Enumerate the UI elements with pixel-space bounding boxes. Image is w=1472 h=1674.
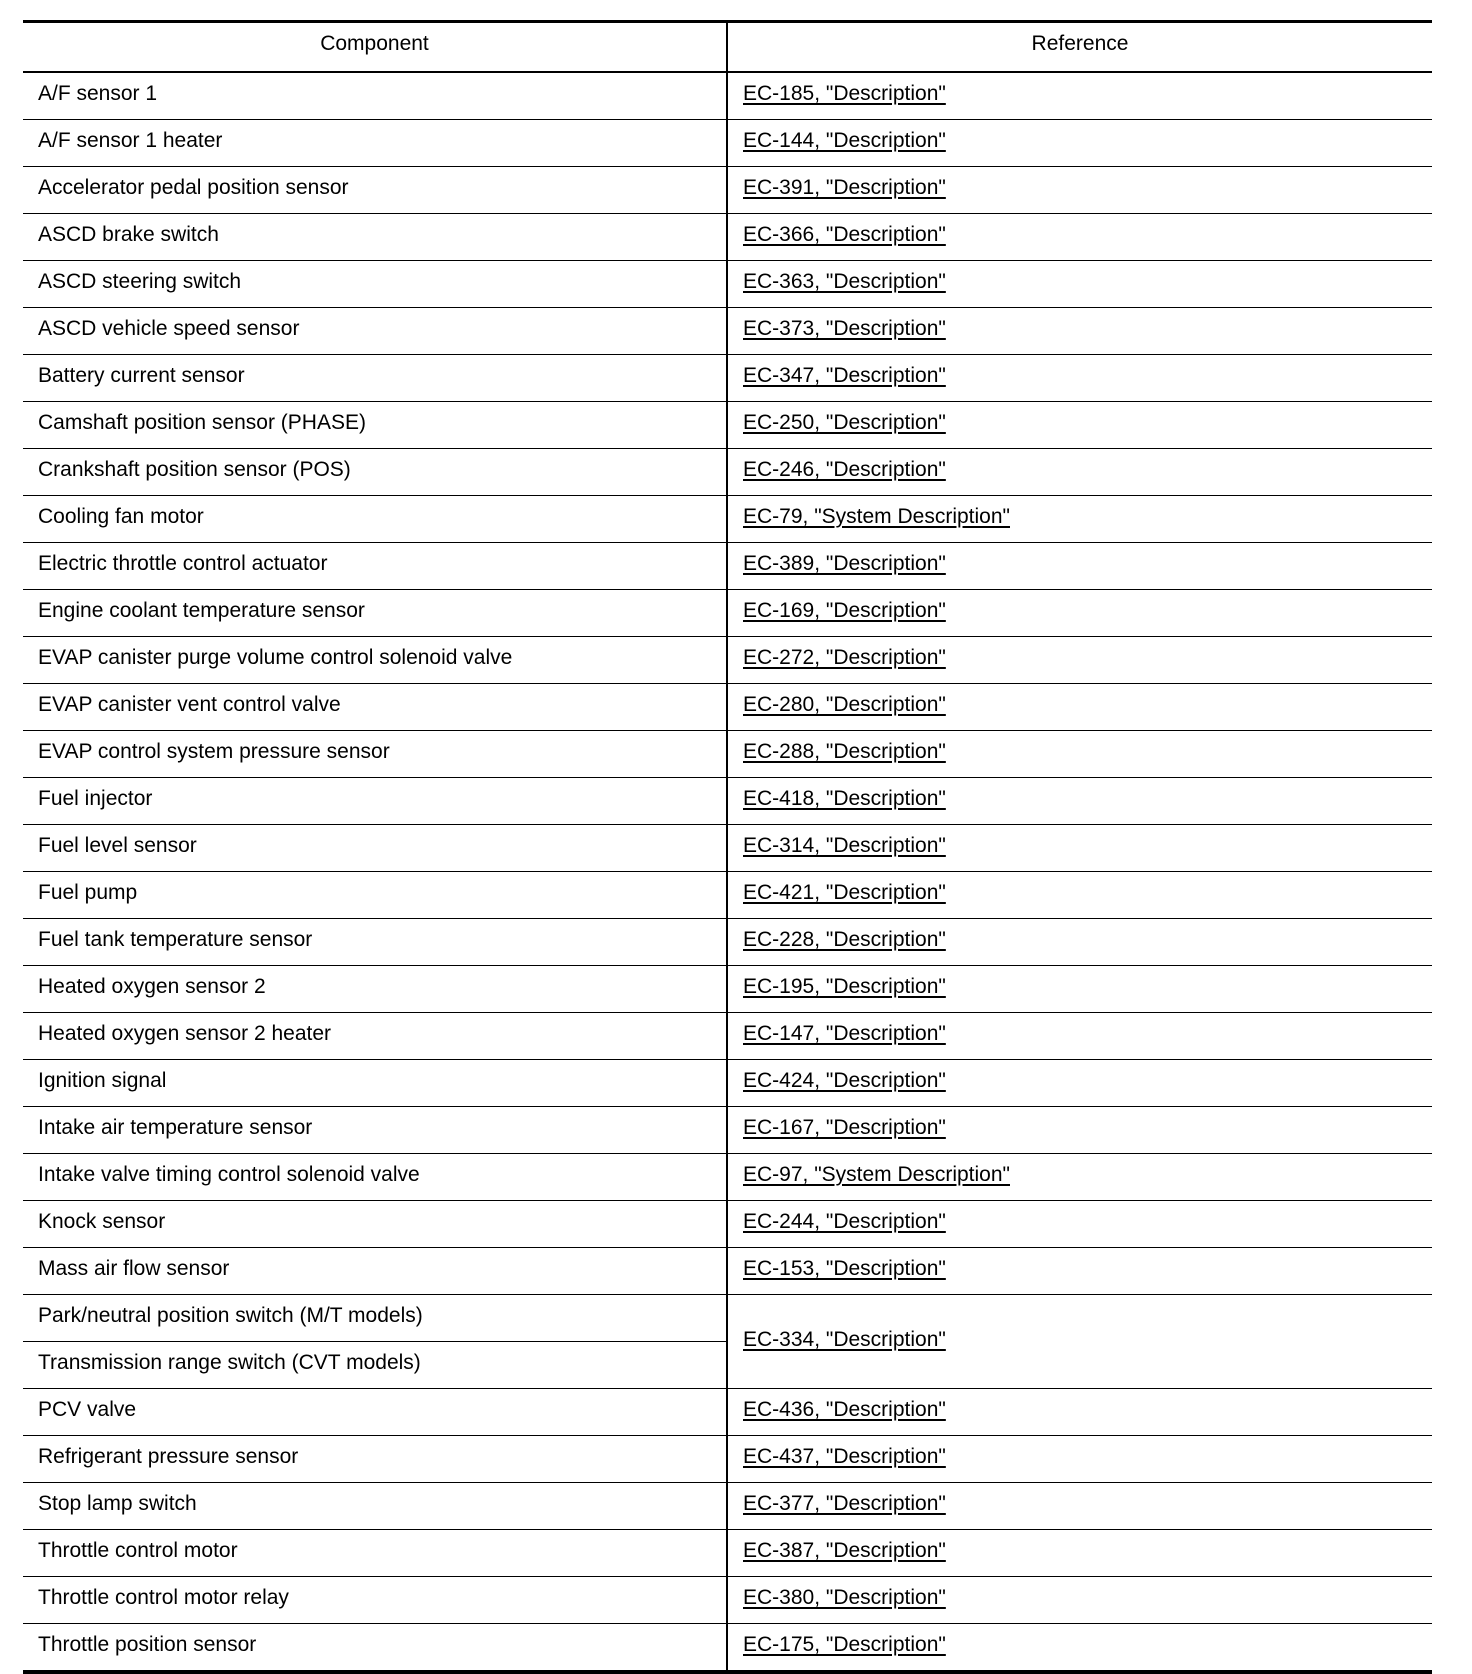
component-cell: Heated oxygen sensor 2 xyxy=(23,966,727,1013)
reference-link[interactable]: EC-280, "Description" xyxy=(743,693,946,716)
component-cell: EVAP canister vent control valve xyxy=(23,684,727,731)
table-row xyxy=(23,778,1432,825)
reference-link[interactable]: EC-424, "Description" xyxy=(743,1069,946,1092)
table-row-merged xyxy=(23,1295,1432,1342)
component-cell: Ignition signal xyxy=(23,1060,727,1107)
component-cell: ASCD steering switch xyxy=(23,261,727,308)
table-row xyxy=(23,1013,1432,1060)
reference-cell xyxy=(727,1013,1432,1060)
reference-link[interactable]: EC-334, "Description" xyxy=(743,1327,946,1351)
table-row xyxy=(23,1624,1432,1673)
reference-link[interactable]: EC-437, "Description" xyxy=(743,1445,946,1468)
reference-cell xyxy=(727,1060,1432,1107)
table-row xyxy=(23,684,1432,731)
component-cell: Park/neutral position switch (M/T models) xyxy=(23,1295,727,1342)
component-cell: Crankshaft position sensor (POS) xyxy=(23,449,727,496)
component-cell: Intake valve timing control solenoid valve xyxy=(23,1154,727,1201)
table-row xyxy=(23,1248,1432,1295)
reference-link[interactable]: EC-228, "Description" xyxy=(743,928,946,951)
reference-cell xyxy=(727,1483,1432,1530)
component-cell: ASCD brake switch xyxy=(23,214,727,261)
reference-cell xyxy=(727,919,1432,966)
reference-link[interactable]: EC-387, "Description" xyxy=(743,1539,946,1562)
reference-cell xyxy=(727,1248,1432,1295)
reference-cell xyxy=(727,1577,1432,1624)
reference-cell xyxy=(727,966,1432,1013)
reference-cell xyxy=(727,214,1432,261)
reference-cell xyxy=(727,1436,1432,1483)
reference-link[interactable]: EC-391, "Description" xyxy=(743,176,946,199)
reference-link[interactable]: EC-272, "Description" xyxy=(743,646,946,669)
component-cell: Fuel injector xyxy=(23,778,727,825)
reference-link[interactable]: EC-175, "Description" xyxy=(743,1633,946,1656)
table-row xyxy=(23,1389,1432,1436)
component-cell: Stop lamp switch xyxy=(23,1483,727,1530)
reference-link[interactable]: EC-185, "Description" xyxy=(743,82,946,105)
table-body xyxy=(23,72,1432,1672)
reference-link[interactable]: EC-147, "Description" xyxy=(743,1022,946,1045)
reference-link[interactable]: EC-377, "Description" xyxy=(743,1492,946,1515)
header-row xyxy=(23,22,1432,73)
table-row xyxy=(23,543,1432,590)
reference-cell xyxy=(727,825,1432,872)
reference-link[interactable]: EC-421, "Description" xyxy=(743,881,946,904)
reference-cell xyxy=(727,637,1432,684)
component-cell: Fuel pump xyxy=(23,872,727,919)
reference-cell xyxy=(727,543,1432,590)
component-cell: Refrigerant pressure sensor xyxy=(23,1436,727,1483)
reference-cell xyxy=(727,684,1432,731)
component-cell: Engine coolant temperature sensor xyxy=(23,590,727,637)
reference-link[interactable]: EC-167, "Description" xyxy=(743,1116,946,1139)
component-cell: Electric throttle control actuator xyxy=(23,543,727,590)
reference-link[interactable]: EC-380, "Description" xyxy=(743,1586,946,1609)
table-row xyxy=(23,72,1432,120)
component-cell: Transmission range switch (CVT models) xyxy=(23,1342,727,1389)
component-cell: EVAP control system pressure sensor xyxy=(23,731,727,778)
table-row xyxy=(23,590,1432,637)
reference-cell xyxy=(727,731,1432,778)
table-row xyxy=(23,872,1432,919)
table-row xyxy=(23,1201,1432,1248)
reference-link[interactable]: EC-153, "Description" xyxy=(743,1257,946,1280)
table-row xyxy=(23,637,1432,684)
table-row xyxy=(23,966,1432,1013)
reference-cell xyxy=(727,1389,1432,1436)
component-cell: Throttle control motor xyxy=(23,1530,727,1577)
component-cell: Cooling fan motor xyxy=(23,496,727,543)
reference-cell xyxy=(727,402,1432,449)
table-row xyxy=(23,167,1432,214)
reference-link[interactable]: EC-288, "Description" xyxy=(743,740,946,763)
reference-cell xyxy=(727,1201,1432,1248)
table-row xyxy=(23,120,1432,167)
component-cell: Fuel tank temperature sensor xyxy=(23,919,727,966)
table-row xyxy=(23,1530,1432,1577)
reference-link[interactable]: EC-97, "System Description" xyxy=(743,1163,1010,1186)
component-cell: Heated oxygen sensor 2 heater xyxy=(23,1013,727,1060)
reference-link[interactable]: EC-314, "Description" xyxy=(743,834,946,857)
table-row xyxy=(23,1107,1432,1154)
component-reference-table xyxy=(23,20,1432,1674)
component-cell: Camshaft position sensor (PHASE) xyxy=(23,402,727,449)
reference-cell xyxy=(727,355,1432,402)
reference-cell xyxy=(727,1154,1432,1201)
table-row xyxy=(23,449,1432,496)
table-row xyxy=(23,1154,1432,1201)
reference-link[interactable]: EC-246, "Description" xyxy=(743,458,946,481)
table-row xyxy=(23,355,1432,402)
reference-cell xyxy=(727,496,1432,543)
component-cell: Throttle control motor relay xyxy=(23,1577,727,1624)
column-header-component: Component xyxy=(23,22,727,73)
table-row xyxy=(23,402,1432,449)
table-row xyxy=(23,1483,1432,1530)
reference-link[interactable]: EC-363, "Description" xyxy=(743,270,946,293)
table-row xyxy=(23,1577,1432,1624)
reference-link[interactable]: EC-79, "System Description" xyxy=(743,505,1010,528)
reference-link[interactable]: EC-169, "Description" xyxy=(743,599,946,622)
reference-link[interactable]: EC-144, "Description" xyxy=(743,129,946,152)
reference-cell xyxy=(727,778,1432,825)
table-row xyxy=(23,308,1432,355)
table-row xyxy=(23,825,1432,872)
reference-cell xyxy=(727,167,1432,214)
component-cell: EVAP canister purge volume control solenoid valve xyxy=(23,637,727,684)
reference-link[interactable]: EC-373, "Description" xyxy=(743,317,946,340)
column-header-reference: Reference xyxy=(727,22,1432,73)
reference-link[interactable]: EC-389, "Description" xyxy=(743,552,946,575)
reference-link[interactable]: EC-244, "Description" xyxy=(743,1210,946,1233)
reference-link[interactable]: EC-195, "Description" xyxy=(743,975,946,998)
table-row xyxy=(23,261,1432,308)
reference-cell xyxy=(727,1107,1432,1154)
component-cell: Mass air flow sensor xyxy=(23,1248,727,1295)
table-row xyxy=(23,1436,1432,1483)
reference-link[interactable]: EC-366, "Description" xyxy=(743,223,946,246)
table-row xyxy=(23,214,1432,261)
table-row xyxy=(23,919,1432,966)
table-row xyxy=(23,1060,1432,1107)
component-cell: Accelerator pedal position sensor xyxy=(23,167,727,214)
reference-cell xyxy=(727,120,1432,167)
reference-cell xyxy=(727,261,1432,308)
reference-link[interactable]: EC-436, "Description" xyxy=(743,1398,946,1421)
component-cell: Knock sensor xyxy=(23,1201,727,1248)
reference-link[interactable]: EC-418, "Description" xyxy=(743,787,946,810)
component-cell: A/F sensor 1 heater xyxy=(23,120,727,167)
reference-cell-merged xyxy=(727,1295,1432,1389)
component-cell: A/F sensor 1 xyxy=(23,72,727,120)
component-cell: Intake air temperature sensor xyxy=(23,1107,727,1154)
table-row xyxy=(23,496,1432,543)
reference-link[interactable]: EC-250, "Description" xyxy=(743,411,946,434)
component-cell: ASCD vehicle speed sensor xyxy=(23,308,727,355)
reference-cell xyxy=(727,590,1432,637)
table-row xyxy=(23,731,1432,778)
component-cell: Battery current sensor xyxy=(23,355,727,402)
reference-cell xyxy=(727,308,1432,355)
component-cell: Fuel level sensor xyxy=(23,825,727,872)
component-cell: PCV valve xyxy=(23,1389,727,1436)
reference-cell xyxy=(727,1624,1432,1673)
reference-cell xyxy=(727,872,1432,919)
reference-link[interactable]: EC-347, "Description" xyxy=(743,364,946,387)
reference-cell xyxy=(727,72,1432,120)
reference-cell xyxy=(727,1530,1432,1577)
component-cell: Throttle position sensor xyxy=(38,1633,257,1656)
reference-cell xyxy=(727,449,1432,496)
